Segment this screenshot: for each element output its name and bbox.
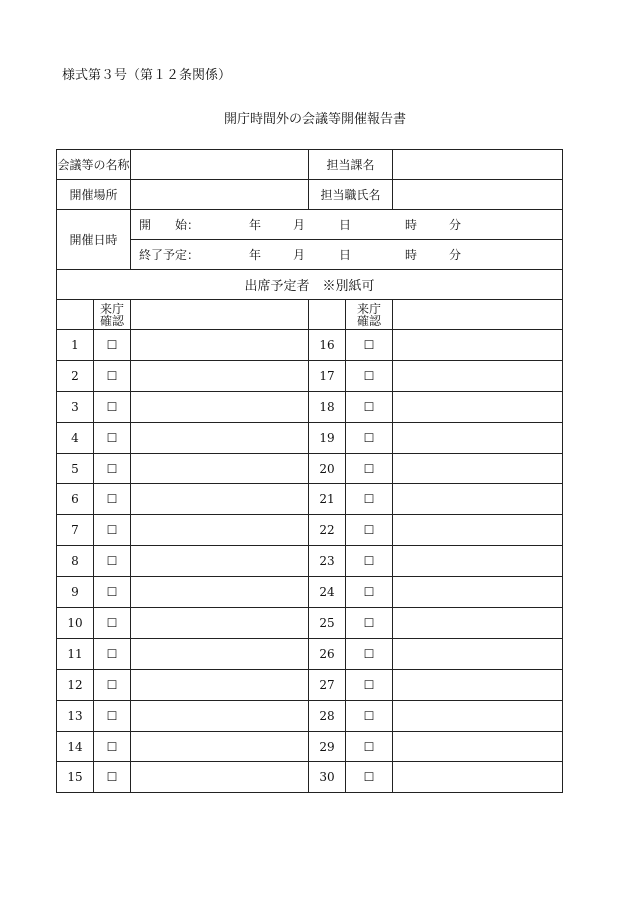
end-month-unit: 月	[293, 248, 306, 262]
right-row-number: 30	[309, 762, 346, 793]
left-confirm-header	[94, 300, 131, 330]
left-confirm-checkbox[interactable]: ☐	[94, 608, 131, 639]
right-row-number: 27	[309, 669, 346, 700]
left-confirm-checkbox[interactable]: ☐	[94, 360, 131, 391]
right-attendee-name-field[interactable]	[393, 453, 563, 484]
left-attendee-name-field[interactable]	[131, 330, 309, 361]
right-confirm-checkbox[interactable]: ☐	[346, 360, 393, 391]
attendee-row	[57, 391, 563, 422]
right-number-header	[309, 300, 346, 330]
attendees-title: 出席予定者 ※別紙可	[57, 270, 563, 300]
attendee-row	[57, 731, 563, 762]
right-attendee-name-field[interactable]	[393, 608, 563, 639]
right-row-number: 16	[309, 330, 346, 361]
right-attendee-name-field[interactable]	[393, 638, 563, 669]
right-row-number: 20	[309, 453, 346, 484]
right-attendee-name-field[interactable]	[393, 669, 563, 700]
right-row-number: 18	[309, 391, 346, 422]
start-day-unit: 日	[339, 218, 352, 232]
left-row-number: 14	[57, 731, 94, 762]
left-row-number: 11	[57, 638, 94, 669]
right-confirm-checkbox[interactable]: ☐	[346, 453, 393, 484]
attendee-row	[57, 669, 563, 700]
left-row-number: 10	[57, 608, 94, 639]
right-row-number: 22	[309, 515, 346, 546]
left-confirm-checkbox[interactable]: ☐	[94, 669, 131, 700]
end-day-unit: 日	[339, 248, 352, 262]
left-attendee-name-field[interactable]	[131, 360, 309, 391]
left-number-header	[57, 300, 94, 330]
left-row-number: 2	[57, 360, 94, 391]
left-attendee-name-field[interactable]	[131, 577, 309, 608]
left-confirm-label-1: 来庁	[100, 301, 125, 316]
attendee-row	[57, 484, 563, 515]
attendee-row	[57, 638, 563, 669]
right-confirm-label-2: 確認	[357, 313, 382, 328]
right-confirm-checkbox[interactable]: ☐	[346, 731, 393, 762]
start-minute-unit: 分	[449, 218, 462, 232]
left-attendee-name-field[interactable]	[131, 608, 309, 639]
venue-field[interactable]	[131, 180, 309, 210]
right-confirm-checkbox[interactable]: ☐	[346, 638, 393, 669]
left-confirm-label-2: 確認	[100, 313, 125, 328]
right-confirm-header	[346, 300, 393, 330]
attendee-row	[57, 762, 563, 793]
left-confirm-checkbox[interactable]: ☐	[94, 515, 131, 546]
left-attendee-name-field[interactable]	[131, 484, 309, 515]
form-number: 様式第３号（第１２条関係）	[62, 68, 232, 83]
staff-label: 担当職氏名	[309, 180, 393, 210]
right-attendee-name-field[interactable]	[393, 762, 563, 793]
right-confirm-checkbox[interactable]: ☐	[346, 669, 393, 700]
right-row-number: 21	[309, 484, 346, 515]
right-attendee-name-field[interactable]	[393, 360, 563, 391]
right-attendee-name-field[interactable]	[393, 546, 563, 577]
right-attendee-name-field[interactable]	[393, 391, 563, 422]
right-confirm-checkbox[interactable]: ☐	[346, 762, 393, 793]
right-confirm-checkbox[interactable]: ☐	[346, 577, 393, 608]
start-year-unit: 年	[249, 218, 262, 232]
left-confirm-checkbox[interactable]: ☐	[94, 484, 131, 515]
right-row-number: 19	[309, 422, 346, 453]
right-row-number: 25	[309, 608, 346, 639]
datetime-label: 開催日時	[57, 210, 131, 270]
attendee-row	[57, 360, 563, 391]
right-confirm-checkbox[interactable]: ☐	[346, 484, 393, 515]
right-attendee-name-field[interactable]	[393, 484, 563, 515]
left-attendee-name-field[interactable]	[131, 453, 309, 484]
left-attendee-name-field[interactable]	[131, 638, 309, 669]
right-row-number: 24	[309, 577, 346, 608]
attendee-row	[57, 608, 563, 639]
left-row-number: 1	[57, 330, 94, 361]
left-confirm-checkbox[interactable]: ☐	[94, 762, 131, 793]
left-confirm-checkbox[interactable]: ☐	[94, 577, 131, 608]
right-confirm-checkbox[interactable]: ☐	[346, 515, 393, 546]
left-row-number: 5	[57, 453, 94, 484]
end-label: 終了予定：	[139, 248, 200, 262]
report-table	[56, 149, 563, 793]
left-attendee-name-field[interactable]	[131, 391, 309, 422]
dept-field[interactable]	[393, 150, 563, 180]
left-confirm-checkbox[interactable]: ☐	[94, 638, 131, 669]
start-time-row[interactable]	[131, 210, 563, 240]
right-attendee-name-field[interactable]	[393, 422, 563, 453]
left-row-number: 3	[57, 391, 94, 422]
left-confirm-checkbox[interactable]: ☐	[94, 422, 131, 453]
start-hour-unit: 時	[405, 218, 418, 232]
attendee-row	[57, 422, 563, 453]
end-time-row[interactable]	[131, 240, 563, 270]
right-confirm-checkbox[interactable]: ☐	[346, 391, 393, 422]
right-row-number: 28	[309, 700, 346, 731]
left-row-number: 6	[57, 484, 94, 515]
left-confirm-checkbox[interactable]: ☐	[94, 453, 131, 484]
start-label: 開 始：	[139, 218, 200, 232]
staff-field[interactable]	[393, 180, 563, 210]
end-minute-unit: 分	[449, 248, 462, 262]
document-title: 開庁時間外の会議等開催報告書	[223, 112, 406, 127]
left-row-number: 8	[57, 546, 94, 577]
left-confirm-checkbox[interactable]: ☐	[94, 700, 131, 731]
left-attendee-name-field[interactable]	[131, 669, 309, 700]
left-confirm-checkbox[interactable]: ☐	[94, 731, 131, 762]
right-attendee-name-field[interactable]	[393, 515, 563, 546]
right-row-number: 26	[309, 638, 346, 669]
right-attendee-name-field[interactable]	[393, 731, 563, 762]
left-confirm-checkbox[interactable]: ☐	[94, 546, 131, 577]
right-row-number: 29	[309, 731, 346, 762]
right-name-header	[393, 300, 563, 330]
right-row-number: 23	[309, 546, 346, 577]
left-name-header	[131, 300, 309, 330]
left-row-number: 4	[57, 422, 94, 453]
right-confirm-checkbox[interactable]: ☐	[346, 330, 393, 361]
right-row-number: 17	[309, 360, 346, 391]
left-row-number: 9	[57, 577, 94, 608]
attendee-row	[57, 700, 563, 731]
right-attendee-name-field[interactable]	[393, 577, 563, 608]
attendee-row	[57, 330, 563, 361]
dept-label: 担当課名	[309, 150, 393, 180]
left-attendee-name-field[interactable]	[131, 515, 309, 546]
meeting-name-field[interactable]	[131, 150, 309, 180]
attendee-row	[57, 577, 563, 608]
left-confirm-checkbox[interactable]: ☐	[94, 330, 131, 361]
venue-label: 開催場所	[57, 180, 131, 210]
left-attendee-name-field[interactable]	[131, 731, 309, 762]
right-confirm-checkbox[interactable]: ☐	[346, 700, 393, 731]
end-year-unit: 年	[249, 248, 262, 262]
left-attendee-name-field[interactable]	[131, 700, 309, 731]
attendee-row	[57, 453, 563, 484]
right-confirm-checkbox[interactable]: ☐	[346, 546, 393, 577]
left-row-number: 15	[57, 762, 94, 793]
left-row-number: 12	[57, 669, 94, 700]
left-row-number: 13	[57, 700, 94, 731]
right-confirm-checkbox[interactable]: ☐	[346, 422, 393, 453]
attendee-row	[57, 515, 563, 546]
left-row-number: 7	[57, 515, 94, 546]
start-month-unit: 月	[293, 218, 306, 232]
left-confirm-checkbox[interactable]: ☐	[94, 391, 131, 422]
left-attendee-name-field[interactable]	[131, 546, 309, 577]
right-attendee-name-field[interactable]	[393, 700, 563, 731]
end-hour-unit: 時	[405, 248, 418, 262]
attendee-row	[57, 546, 563, 577]
left-attendee-name-field[interactable]	[131, 762, 309, 793]
right-confirm-checkbox[interactable]: ☐	[346, 608, 393, 639]
left-attendee-name-field[interactable]	[131, 422, 309, 453]
right-confirm-label-1: 来庁	[357, 301, 382, 316]
right-attendee-name-field[interactable]	[393, 330, 563, 361]
meeting-name-label: 会議等の名称	[57, 150, 131, 180]
